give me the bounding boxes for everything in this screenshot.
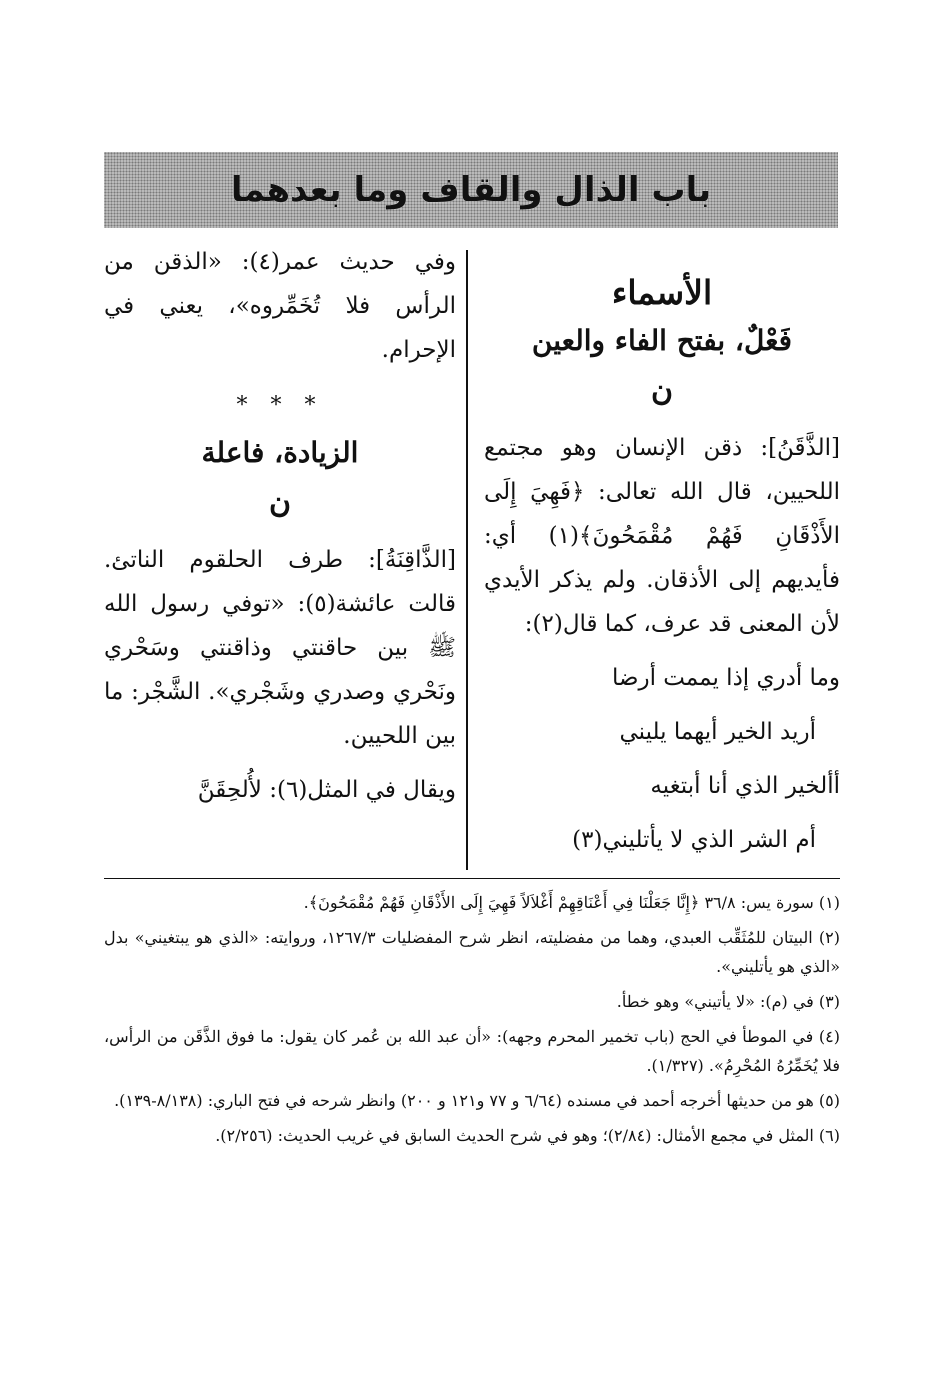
column-divider: [466, 250, 468, 870]
entry-dhaqan: [الذَّقَنُ]: ذقن الإنسان وهو مجتمع اللحيين، قال الله تعالى: ﴿فَهِيَ إِلَى الأَذْقَانِ فَهُمْ مُقْمَحُونَ﴾(١) أي: فأيديهم إلى الأذقان. ولم يذكر الأيدي لأن المعنى قد عرف، كما قال(٢):: [484, 435, 840, 637]
verse-line-2: أريد الخير أيهما يليني: [619, 719, 816, 745]
footnote-4: (٤) في الموطأ في الحج (باب تخمير المحرم وجهه): «أن عبد الله بن عُمر كان يقول: ما فوق الذَّقَن من الرأس، فلا يُخَمِّرُهُ المُحْرِمُ». (١/٣٢٧).: [104, 1027, 840, 1075]
hadith-umar: وفي حديث عمر(٤): «الذقن من الرأس فلا تُخَمِّروه»، يعني في الإحرام.: [104, 249, 456, 363]
chapter-title: الأسماء: [611, 273, 713, 312]
pattern-title-fa-ila: الزيادة، فاعلة: [201, 436, 359, 469]
footnote-1: (١) سورة يس: ٣٦/٨ ﴿إِنَّا جَعَلْنَا فِي أَعْنَاقِهِمْ أَغْلاَلاً فَهِيَ إِلَى الأَذْقَانِ فَهُمْ مُقْمَحُونَ﴾.: [303, 893, 840, 912]
right-column: [484, 240, 840, 862]
left-column: [104, 240, 456, 812]
letter-heading: ن: [650, 373, 674, 408]
verse-line-4: أم الشر الذي لا يأتليني(٣): [572, 827, 816, 853]
letter-heading-left: ن: [268, 485, 292, 520]
footnote-2: (٢) البيتان للمُثَقِّب العبدي، وهما من مفضليته، انظر شرح المفضليات ١٢٦٧/٣، وروايته: «الذي هو يبتغيني» بدل «الذي هو يأتليني».: [104, 928, 840, 976]
footnote-6: (٦) المثل في مجمع الأمثال: (٢/٨٤)؛ وهو في شرح الحديث السابق في غريب الحديث: (٢/٢٥٦).: [215, 1126, 840, 1145]
pattern-title: فَعْلٌ، بفتح الفاء والعين: [531, 324, 793, 357]
banner-title: باب الذال والقاف وما بعدهما: [230, 170, 712, 210]
verse-line-1: وما أدري إذا يممت أرضا: [611, 665, 840, 691]
proverb-line: ويقال في المثل(٦): لأُلحِقَنَّ: [197, 777, 456, 803]
footnotes: [104, 888, 840, 1156]
section-separator: * * *: [236, 393, 324, 418]
footnote-rule: [104, 878, 840, 879]
footnote-5: (٥) هو من حديثها أخرجه أحمد في مسنده (٦/٦٤ و ٧٧ و١٢١ و ٢٠٠) وانظر شرحه في فتح الباري: (٨/١٣٨-١٣٩).: [114, 1091, 840, 1110]
section-banner: [104, 152, 838, 228]
verse-line-3: أألخير الذي أنا أبتغيه: [650, 773, 840, 799]
footnote-3: (٣) في (م): «لا يأتيني» وهو خطأ.: [616, 992, 840, 1011]
entry-dhaqina: [الذَّاقِنَةُ]: طرف الحلقوم الناتئ. قالت عائشة(٥): «توفي رسول الله ﷺ بين حاقنتي وذاقنتي وسَحْري ونَحْري وصدري وشَجْري». الشَّجْر: ما بين اللحيين.: [104, 547, 456, 749]
